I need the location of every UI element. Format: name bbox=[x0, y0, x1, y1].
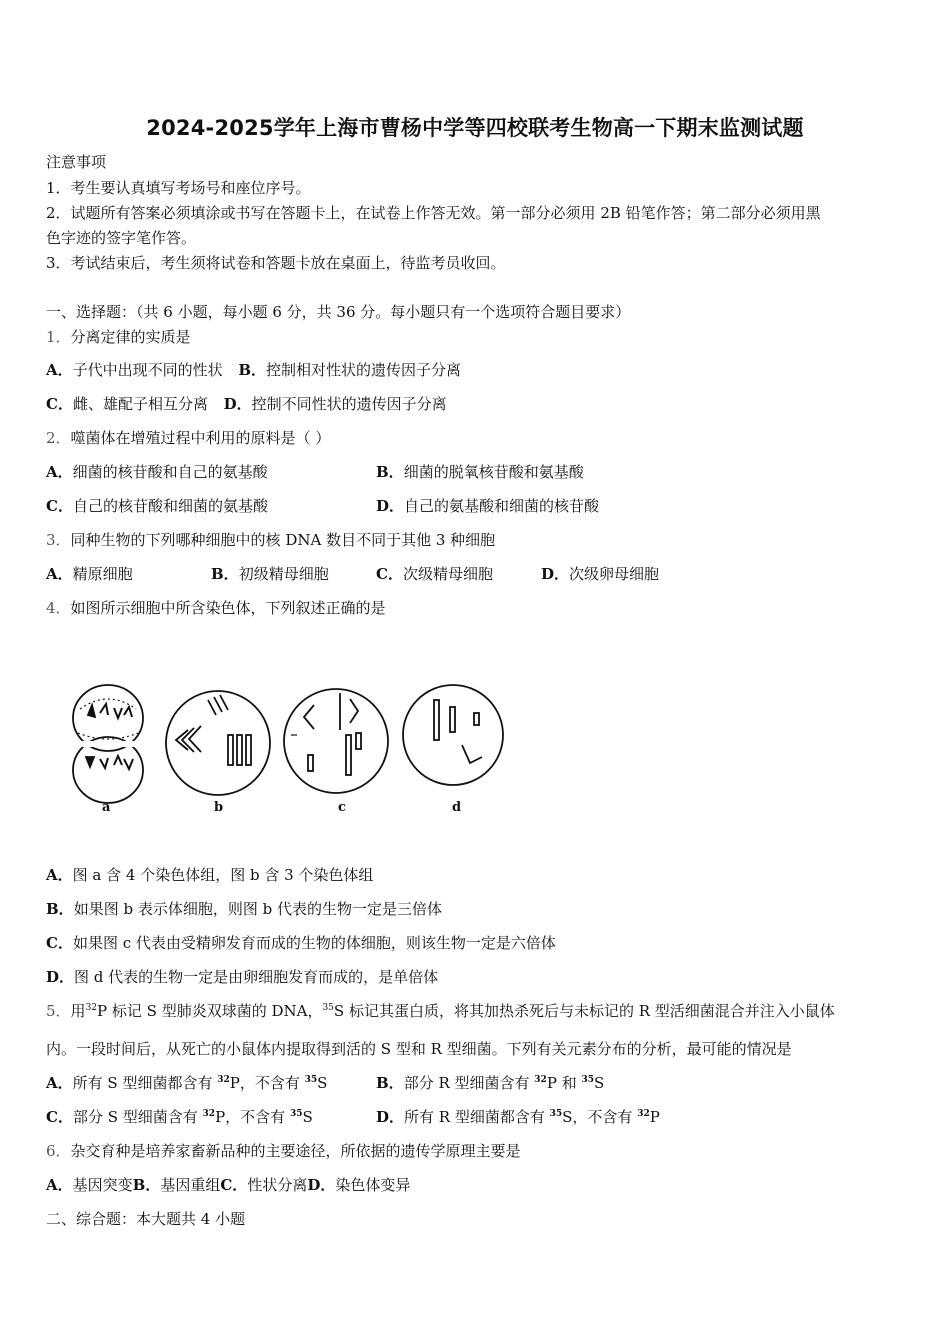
notice-item: 2．试题所有答案必须填涂或书写在答题卡上，在试卷上作答无效。第一部分必须用 2B 铅笔作答；第二部分必须用黑 bbox=[46, 204, 821, 222]
notice-item: 3．考试结束后，考生须将试卷和答题卡放在桌面上，待监考员收回。 bbox=[46, 254, 506, 272]
q6-option-c: 性状分离 bbox=[247, 1176, 308, 1194]
q1-option-d: 控制不同性状的遗传因子分离 bbox=[251, 395, 447, 413]
q3-option-d: D．次级卵母细胞 bbox=[541, 565, 660, 583]
question-2 bbox=[46, 428, 330, 448]
question-stem: 分离定律的实质是 bbox=[70, 328, 191, 346]
question-number: 5． bbox=[46, 1002, 71, 1020]
q6-option-b: 基因重组 bbox=[160, 1176, 221, 1194]
q3-option-b: B．初级精母细胞 bbox=[211, 565, 329, 583]
question-5-stem-line2: 内。一段时间后，从死亡的小鼠体内提取得到活的 S 型和 R 型细菌。下列有关元素分布的分析，最可能的情况是 bbox=[46, 1040, 792, 1058]
q5-option-b: B．部分 R 型细菌含有 $^{32}$P 和 $^{35}$S bbox=[376, 1074, 605, 1092]
question-3 bbox=[46, 530, 495, 550]
page-title: 2024-2025学年上海市曹杨中学等四校联考生物高一下期末监测试题 bbox=[146, 116, 804, 140]
q5-option-a: A．所有 S 型细菌都含有 $^{32}$P，不含有 $^{35}$S bbox=[46, 1074, 328, 1092]
question-number: 4． bbox=[46, 599, 71, 617]
q2-option-a: A．细菌的核苷酸和自己的氨基酸 bbox=[46, 463, 268, 481]
cell-b bbox=[166, 691, 270, 795]
figure-label-c: c bbox=[338, 800, 346, 815]
question-number: 3． bbox=[46, 531, 71, 549]
q4-option-d: D．图 d 代表的生物一定是由卵细胞发育而成的，是单倍体 bbox=[46, 968, 439, 986]
question-stem: 杂交育种是培养家畜新品种的主要途径，所依据的遗传学原理主要是 bbox=[70, 1142, 521, 1160]
q5-option-d: D．所有 R 型细菌都含有 $^{35}$S，不含有 $^{32}$P bbox=[376, 1108, 660, 1126]
question-4 bbox=[46, 598, 386, 618]
q6-option-d: 染色体变异 bbox=[335, 1176, 411, 1194]
q1-options-row1: A．子代中出现不同的性状 B．控制相对性状的遗传因子分离 bbox=[46, 361, 462, 379]
q2-option-c: C．自己的核苷酸和细菌的氨基酸 bbox=[46, 497, 268, 515]
q2-option-b: B．细菌的脱氧核苷酸和氨基酸 bbox=[376, 463, 584, 481]
q5-option-c: C．部分 S 型细菌含有 $^{32}$P，不含有 $^{35}$S bbox=[46, 1108, 313, 1126]
question-1 bbox=[46, 327, 191, 347]
q4-option-c: C．如果图 c 代表由受精卵发育而成的生物的体细胞，则该生物一定是六倍体 bbox=[46, 934, 556, 952]
notice-item: 1．考生要认真填写考场号和座位序号。 bbox=[46, 179, 311, 197]
q1-option-a: 子代中出现不同的性状 bbox=[72, 361, 223, 379]
figure-label-d: d bbox=[452, 800, 462, 815]
question-stem: 噬菌体在增殖过程中利用的原料是（ ） bbox=[70, 429, 331, 447]
question-number: 6． bbox=[46, 1142, 71, 1160]
q1-option-c: 雌、雄配子相互分离 bbox=[72, 395, 208, 413]
q4-option-b: B．如果图 b 表示体细胞，则图 b 代表的生物一定是三倍体 bbox=[46, 900, 442, 918]
question-5: 5．用$^{32}$P 标记 S 型肺炎双球菌的 DNA，$^{35}$S 标记其蛋白质，将其加热杀死后与未标记的 R 型活细菌混合并注入小鼠体 bbox=[46, 1002, 835, 1020]
question-6 bbox=[46, 1141, 521, 1161]
q2-option-d: D．自己的氨基酸和细菌的核苷酸 bbox=[376, 497, 600, 515]
q3-option-a: A．精原细胞 bbox=[46, 565, 133, 583]
q4-option-a: A．图 a 含 4 个染色体组，图 b 含 3 个染色体组 bbox=[46, 866, 374, 884]
question-number: 2． bbox=[46, 429, 71, 447]
q1-option-b: 控制相对性状的遗传因子分离 bbox=[266, 361, 462, 379]
cell-a bbox=[73, 685, 143, 803]
question-stem: 同种生物的下列哪种细胞中的核 DNA 数目不同于其他 3 种细胞 bbox=[70, 531, 496, 549]
notice-heading: 注意事项 bbox=[46, 153, 107, 171]
question-stem: 如图所示细胞中所含染色体，下列叙述正确的是 bbox=[70, 599, 386, 617]
q6-options: A．基因突变B．基因重组C．性状分离D．染色体变异 bbox=[46, 1176, 411, 1194]
cell-d bbox=[403, 685, 503, 785]
cell-c bbox=[284, 689, 388, 793]
figure-label-a: a bbox=[102, 800, 111, 815]
question-number: 1． bbox=[46, 328, 71, 346]
figure-label-b: b bbox=[214, 800, 224, 815]
chromosome-figure bbox=[60, 675, 520, 820]
section-heading: 一、选择题：（共 6 小题，每小题 6 分，共 36 分。每小题只有一个选项符合题目要求） bbox=[46, 303, 631, 321]
q6-option-a: 基因突变 bbox=[72, 1176, 133, 1194]
notice-item: 色字迹的签字笔作答。 bbox=[46, 229, 197, 247]
q1-options-row2: C．雌、雄配子相互分离 D．控制不同性状的遗传因子分离 bbox=[46, 395, 447, 413]
q3-option-c: C．次级精母细胞 bbox=[376, 565, 493, 583]
section-heading: 二、综合题：本大题共 4 小题 bbox=[46, 1210, 246, 1228]
